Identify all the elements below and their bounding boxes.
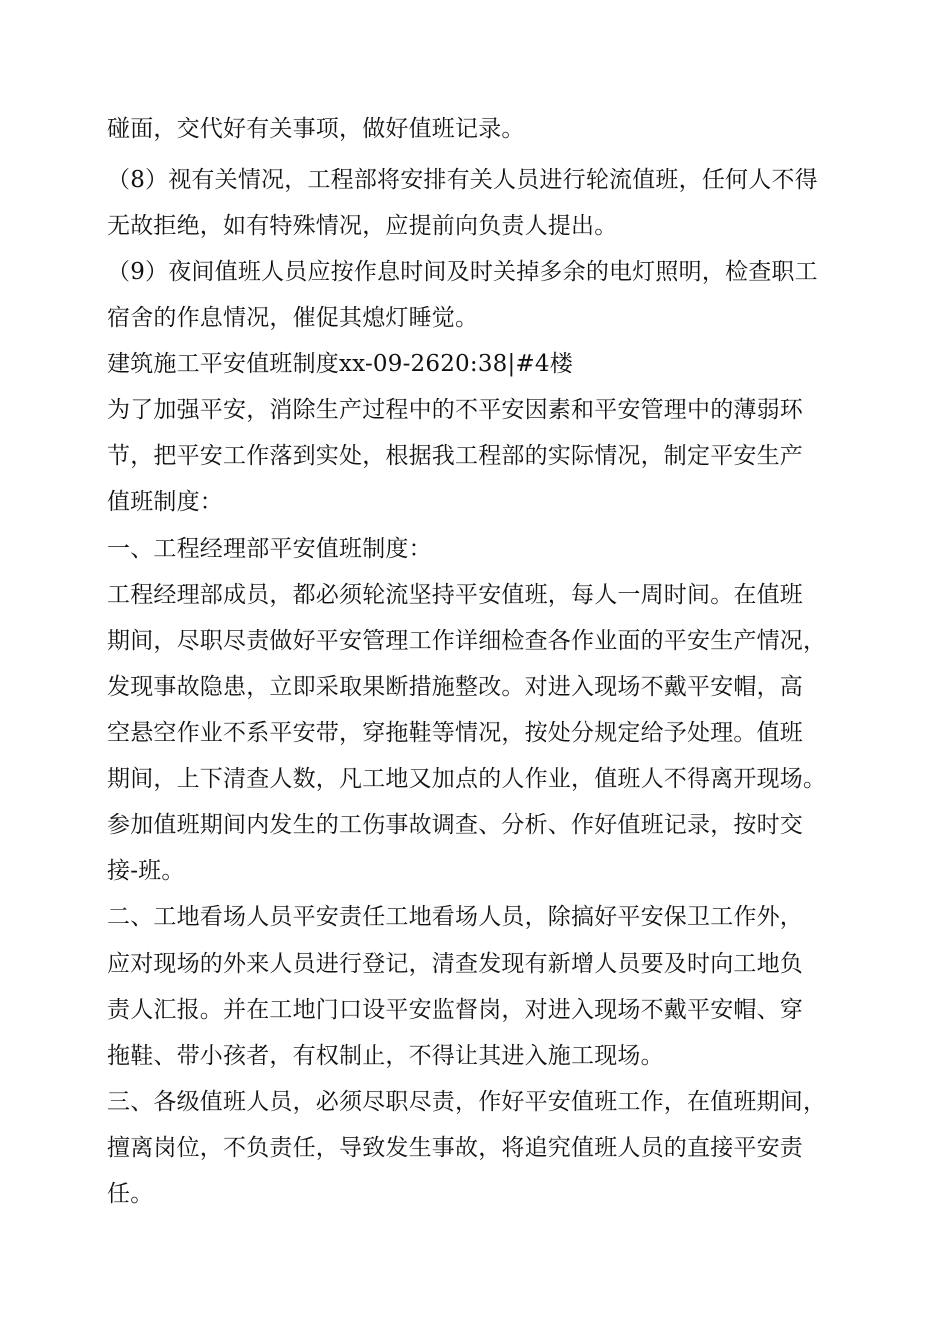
text-line: 任。 [107,1181,154,1207]
text-line: 发现事故隐患，立即采取果断措施整改。对进入现场不戴平安帽，高 [107,674,803,700]
text-line: 接-班。 [107,858,185,884]
text-line: 工程经理部成员，都必须轮流坚持平安值班，每人一周时间。在值班 [107,582,803,608]
text-line: 期间，尽职尽责做好平安管理工作详细检查各作业面的平安生产情况， [107,628,827,654]
text-line: 空悬空作业不系平安带，穿拖鞋等情况，按处分规定给予处理。值班 [107,720,803,746]
text-line: 无故拒绝，如有特殊情况，应提前向负责人提出。 [107,213,618,239]
heading-line: 一、工程经理部平安值班制度： [107,536,432,562]
text-line: 碰面，交代好有关事项，做好值班记录。 [107,116,525,142]
section-title: 建筑施工平安值班制度xx-09-2620:38|#4楼 [107,351,573,377]
text-line: （9）夜间值班人员应按作息时间及时关掉多余的电灯照明，检查职工 [107,259,818,285]
heading-line: 二、工地看场人员平安责任工地看场人员，除搞好平安保卫工作外， [107,904,803,930]
text-line: 责人汇报。并在工地门口设平安监督岗，对进入现场不戴平安帽、穿 [107,997,803,1023]
text-line: 节，把平安工作落到实处，根据我工程部的实际情况，制定平安生产 [107,443,803,469]
text-line: 应对现场的外来人员进行登记，清查发现有新增人员要及时向工地负 [107,951,803,977]
text-line: 为了加强平安，消除生产过程中的不平安因素和平安管理中的薄弱环 [107,397,803,423]
text-line: 擅离岗位，不负责任，导致发生事故，将追究值班人员的直接平安责 [107,1135,803,1161]
text-line: （8）视有关情况，工程部将安排有关人员进行轮流值班，任何人不得 [107,167,818,193]
text-line: 拖鞋、带小孩者，有权制止，不得让其进入施工现场。 [107,1043,664,1069]
heading-line: 三、各级值班人员，必须尽职尽责，作好平安值班工作，在值班期间， [107,1089,827,1115]
text-line: 宿舍的作息情况，催促其熄灯睡觉。 [107,305,479,331]
text-line: 期间，上下清查人数，凡工地又加点的人作业，值班人不得离开现场。 [107,766,827,792]
text-line: 参加值班期间内发生的工伤事故调查、分析、作好值班记录，按时交 [107,812,803,838]
text-line: 值班制度： [107,489,223,515]
